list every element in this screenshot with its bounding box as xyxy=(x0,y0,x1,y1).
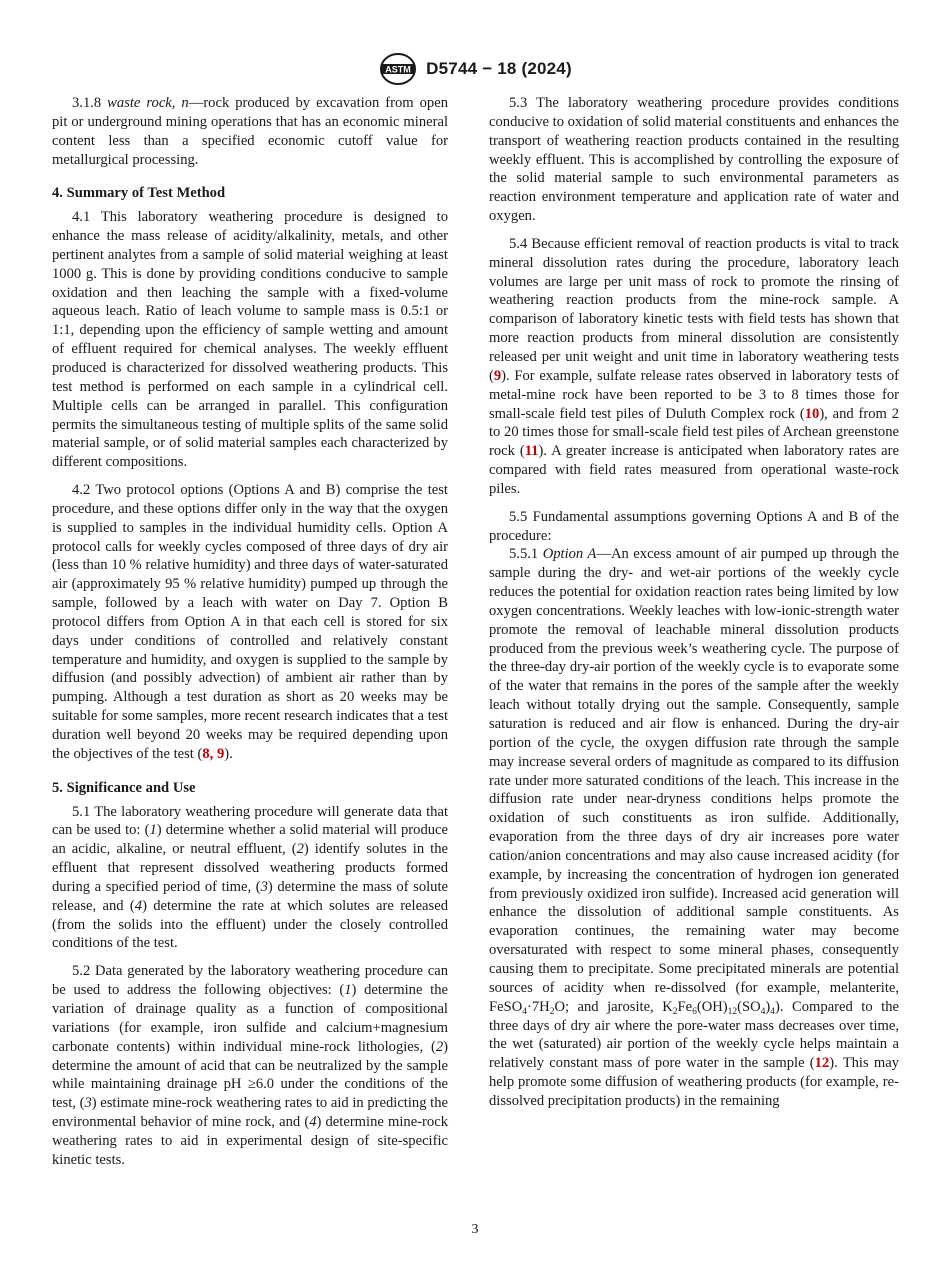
paragraph-4-2: 4.2 Two protocol options (Options A and B) comprise the test procedure, and these options differ only in the way that the oxygen is supplied to samples in the individual humidity cells. Option A protocol calls for weekly cycles composed of three days of dry air (less than 10 % relative humidity) and three days of water-saturated air (approximately 95 % relative humidity) pumped up through the sample, followed by a leach with water on Day 7. Option B protocol differs from Option A in that each cell is stored for six days under conditions of controlled and relatively constant temperature and humidity, and oxygen is supplied to the sample by diffusion (and possibly advection) of ambient air rather than by pumping. Although a test duration as short as 20 weeks may be suitable for some samples, more recent research indicates that a test duration well beyond 20 weeks may be required depending upon the objectives of the test (8, 9). xyxy=(52,482,448,762)
section-4-heading: 4. Summary of Test Method xyxy=(52,185,226,202)
reference-link[interactable]: 9 xyxy=(493,367,502,384)
reference-link[interactable]: 10 xyxy=(804,405,820,422)
paragraph-5-2: 5.2 Data generated by the laboratory weathering procedure can be used to address the following objectives: (1) determine the variation of drainage quality as a function of compositional variations (for example, iron sulfide and calcium+magnesium carbonate contents) within individual mine-rock lithologies, (2) determine the amount of acid that can be neutralized by the sample while maintaining drainage pH ≥6.0 under the conditions of the test, (3) estimate mine-rock weathering rates to aid in predicting the environmental behavior of mine rock, and (4) determine mine-rock weathering rates to aid in experimental design of site-specific kinetic tests. xyxy=(52,963,448,1168)
standard-designation: D5744 − 18 (2024) xyxy=(426,59,572,78)
left-column xyxy=(52,94,448,1170)
astm-logo-icon xyxy=(378,52,418,86)
paragraph-5-4: 5.4 Because efficient removal of reaction products is vital to track mineral dissolution rates during the procedure, laboratory leach volumes are large per unit mass of rock to promote the rinsing of weathering reaction products from the mine-rock sample. A comparison of laboratory kinetic tests with field tests has shown that more reaction products from mineral dissolution are consistently released per unit weight and unit time in laboratory weathering tests (9). For example, sulfate release rates observed in laboratory tests of metal-mine rock have been reported to be 3 to 8 times those for small-scale field test piles of Duluth Complex rock (10), and from 2 to 20 times those for small-scale field test piles of Archean greenstone rock (11). A greater increase is anticipated when laboratory rates are compared with field rates measured from operational waste-rock piles. xyxy=(489,235,899,497)
paragraph-3-1-8: 3.1.8 waste rock, n—rock produced by excavation from open pit or underground mining operations that has an economic mineral content less than a specified economic cutoff value for metallurgical processing. xyxy=(52,95,448,168)
paragraph-4-1: 4.1 This laboratory weathering procedure is designed to enhance the mass release of acidity/alkalinity, metals, and other pertinent analytes from a sample of solid material weighing at least 1000 g. This is done by providing conditions conducive to sample oxidation and then leaching the sample with a fixed-volume aqueous leach. Ratio of leach volume to sample mass is 0.5:1 or 1:1, depending upon the efficiency of sample wetting and amount of effluent required for chemical analyses. The weekly effluent produced is characterized for dissolved weathering products. This test method is performed on each sample in a cylindrical cell. Multiple cells can be arranged in parallel. This configuration permits the simultaneous testing of multiple splits of the same solid material sample, or of solid material samples each characterized by different compositions. xyxy=(52,209,448,471)
paragraph-5-5-1: 5.5.1 Option A—An excess amount of air pumped up through the sample during the dry- and wet-air portions of the weekly cycle reduces the potential for oxidation reaction rates being limited by low oxygen concentrations. Weekly leaches with low-ionic-strength water promote the removal of leachable mineral dissolution products produced from the previous week’s weathering cycle. The purpose of the three-day dry-air portion of the weekly cycle is to evaporate some of the water that remains in the pores of the sample after the weekly leach without totally drying out the sample. Consequently, sample saturation is reduced and air flow is enhanced. During the dry-air portion of the cycle, the oxygen diffusion rate through the sample may increase several orders of magnitude as compared to its diffusion rate under more saturated conditions of the leach. This increase in the diffusion rate under near-dryness conditions helps promote the oxidation of such constituents as iron sulfide. Additionally, evaporation from the three days of dry air increases pore water cation/anion concentrations and may also cause increased acidity (for example, by increasing the concentration of hydrogen ion generated from previously oxidized iron sulfide). Increased acid generation will enhance the dissolution of additional sample constituents. As evaporation continues, the remaining water may become oversaturated with respect to some mineral phases, consequently causing them to precipitate. Some precipitated minerals are potential sources of acidity when re-dissolved (for example, melanterite, $FeSO_4\cdot 7H_2O$; and jarosite, $K_2Fe_6(OH)_{12}(SO_4)_4$). Compared to the three days of dry air where the pore-water mass decreases over time, the wet (saturated) air portion of the weekly cycle helps maintain a relatively constant mass of pore water in the sample (12). This may help promote some diffusion of weathering products (for example, re-dissolved precipitation products) in the remaining xyxy=(489,546,899,1109)
page-header xyxy=(0,52,950,86)
page-number: 3 xyxy=(471,1222,479,1237)
svg-text:ASTM: ASTM xyxy=(385,64,411,75)
paragraph-5-5: 5.5 Fundamental assumptions governing Options A and B of the procedure: xyxy=(489,508,899,544)
reference-link[interactable]: 12 xyxy=(814,1055,830,1072)
reference-link[interactable]: 11 xyxy=(524,443,539,460)
right-column xyxy=(489,94,899,1111)
paragraph-5-1: 5.1 The laboratory weathering procedure will generate data that can be used to: (1) determine whether a solid material will produce an acidic, alkaline, or neutral effluent, (2) identify solutes in the effluent that represent dissolved weathering products formed during a specified period of time, (3) determine the mass of solute release, and (4) determine the rate at which solutes are released (from the solids into the effluent) under the closely controlled conditions of the test. xyxy=(52,803,449,952)
reference-link[interactable]: 8, 9 xyxy=(202,745,225,762)
section-5-heading: 5. Significance and Use xyxy=(52,779,196,796)
paragraph-5-3: 5.3 The laboratory weathering procedure provides conditions conducive to oxidation of solid material constituents and enhances the transport of weathering reaction products contained in the resulting weekly effluent. This is accomplished by controlling the exposure of the solid material sample to such environmental parameters as reaction environment temperature and application rate of water and oxygen. xyxy=(489,95,899,225)
